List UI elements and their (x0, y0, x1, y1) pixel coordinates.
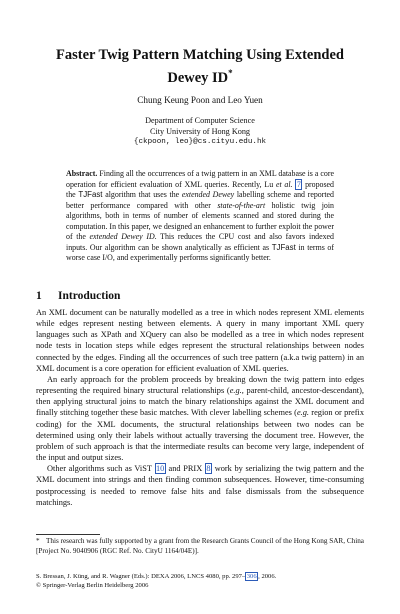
citation-link[interactable]: 10 (156, 464, 165, 474)
abstract-label: Abstract. (66, 169, 98, 178)
colophon-text: , 2006. (258, 573, 277, 580)
algorithm-name: TJFast (78, 190, 103, 200)
abstract-emphasis: extended Dewey (181, 190, 235, 200)
affiliation (20, 116, 380, 148)
abstract-text: . This reduces the CPU cost and also favors indexed inputs. Our algorithm can be shown analytically as efficient as (66, 232, 334, 252)
page-link[interactable]: 306 (246, 573, 257, 580)
intro-paragraph-2 (36, 374, 364, 463)
abstract-text: labelling scheme and reported better performance compared with other (66, 190, 334, 210)
paragraph-emphasis: e.g. (229, 386, 242, 396)
abstract-text: proposed the (66, 179, 334, 200)
section-heading (36, 289, 376, 303)
paper-title (20, 46, 380, 87)
affiliation-university: City University of Hong Kong (149, 126, 251, 136)
affiliation-department: Department of Computer Science (145, 116, 255, 125)
footnote-rule (36, 534, 100, 535)
abstract (66, 169, 334, 264)
footnote-text: This research was fully supported by a grant from the Research Grants Council of the Hong Kong SAR, China [Project No. 9040906 (RGC Ref. No. CityU 1164/04E)]. (36, 537, 364, 555)
paragraph-text: work by serializing the twig pattern and the XML document into strings and then finding common subsequences. However, time-consuming postprocessing is needed to remove false hits and false dismissals from the subsequence matchings. (36, 464, 364, 507)
paragraph-text: An early approach for the problem proceeds by breaking down the twig pattern into edges representing the required binary structural relationships ( (36, 374, 364, 396)
colophon-citation (36, 572, 364, 581)
abstract-text: holistic twig join algorithms, both in terms of number of elements scanned and stored during the computation. In this paper, we designed an enhancement to further exploit the power of the (66, 200, 334, 242)
paragraph-text: and PRIX (165, 464, 205, 474)
intro-paragraph-3 (36, 463, 364, 508)
paragraph-emphasis: e.g. (296, 408, 310, 418)
abstract-emphasis: state-of-the-art (217, 200, 266, 210)
abstract-text: algorithm that uses the (102, 190, 182, 200)
footnote-mark: * (36, 537, 40, 545)
title-line-2: Dewey ID (167, 69, 229, 86)
publication-colophon (36, 572, 364, 590)
intro-paragraph-1: An XML document can be naturally modelled as a tree in which nodes represent XML elements while edges represent nesting between elements. A query in many important XML query languages such as XPath and XQuery can also be modelled as a tree in which nodes represent node tests in location steps while edges represent the structural relationships between nodes connected by the edges. Finding all the occurrences of such tree pattern (a.k.a twig pattern) in an XML document is a core operation for efficient evaluation of XML queries. (36, 308, 364, 373)
section-number: 1 (36, 290, 42, 302)
abstract-text: in terms of worse case I/O, and experimentally performs significantly better. (66, 242, 334, 263)
section-title: Introduction (58, 290, 121, 302)
colophon-text: S. Bressan, J. Küng, and R. Wagner (Eds.): DEXA 2006, LNCS 4080, pp. 297– (36, 573, 246, 580)
paragraph-text: , parent-child, ancestor-descendant), then applying structural joins to match the binary relationships against the XML document and finally stitching together these basic matches. With clever labelling schemes ( (36, 386, 364, 418)
paragraph-text: Other algorithms such as ViST (47, 464, 155, 474)
title-footnote-mark: * (228, 68, 233, 78)
author-emails: {ckpoon, leo}@cs.cityu.edu.hk (133, 138, 267, 147)
algorithm-name: TJFast (271, 242, 296, 252)
footnote (36, 537, 364, 556)
abstract-emphasis: extended Dewey ID (89, 232, 155, 242)
abstract-etal: et al. (275, 179, 293, 189)
citation-link[interactable]: 8 (206, 464, 211, 474)
colophon-copyright: © Springer-Verlag Berlin Heidelberg 2006 (36, 582, 149, 590)
author-list: Chung Keung Poon and Leo Yuen (137, 95, 263, 105)
introduction-body (36, 307, 364, 508)
title-line-1: Faster Twig Pattern Matching Using Extended (56, 47, 344, 63)
citation-link[interactable]: 7 (296, 179, 301, 189)
paragraph-text: region or prefix coding) for the XML documents, the structural relationships between two nodes can be determined using only their labels without actually traversing the document tree. However, the problem of such approach is that the intermediate results can become very large, independent of the input and output sizes. (36, 408, 364, 463)
abstract-text: Finding all the occurrences of a twig pattern in an XML database is a core operation for efficient evaluation of XML queries. Recently, Lu (66, 169, 334, 189)
